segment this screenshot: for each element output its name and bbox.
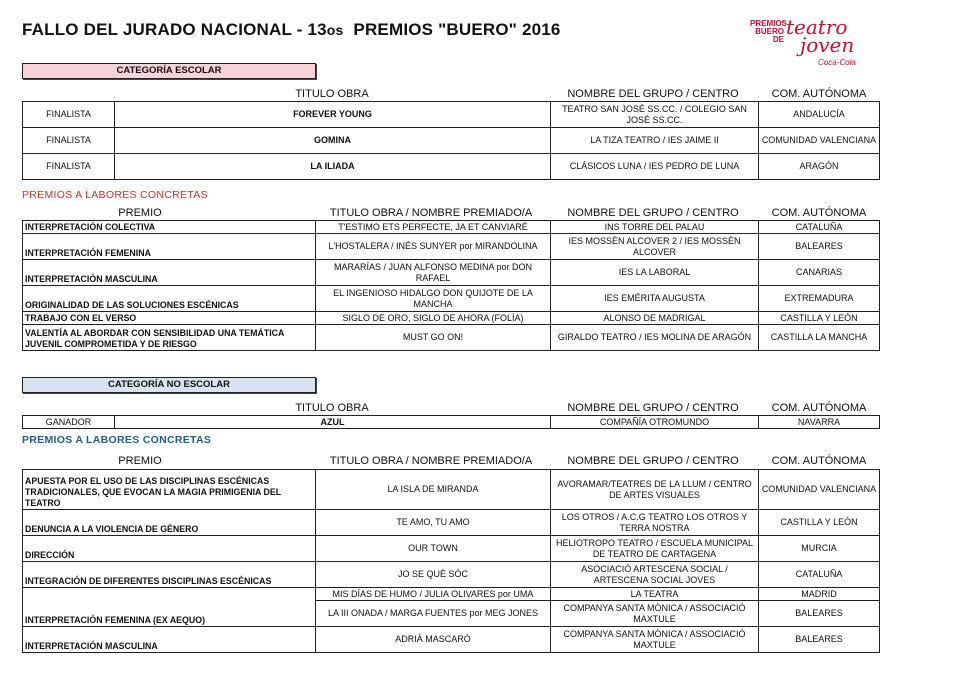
row-grupo: IES LA LABORAL <box>551 260 759 286</box>
row-obra: TE AMO, TU AMO <box>316 510 551 536</box>
table-row <box>23 312 880 325</box>
title-main: FALLO DEL JURADO NACIONAL - 13 <box>22 20 327 39</box>
escolar-header-grupo: NOMBRE DEL GRUPO / CENTRO <box>567 88 739 100</box>
row-com: ANDALUCÍA <box>759 102 880 128</box>
noescolar-header-obra: TITULO OBRA <box>295 402 369 414</box>
table-row <box>23 234 880 260</box>
row-grupo: AVORAMAR/TEATRES DE LA LLUM / CENTRO DE ARTES VISUALES <box>551 470 759 510</box>
row-com: BALEARES <box>759 601 880 627</box>
row-grupo: ALONSO DE MADRIGAL <box>551 312 759 325</box>
row-com: COMUNIDAD VALENCIANA <box>759 470 880 510</box>
row-obra: AZUL <box>115 416 551 429</box>
row-obra: SIGLO DE ORO, SIGLO DE AHORA (FOLÍA) <box>316 312 551 325</box>
row-type: FINALISTA <box>23 128 115 154</box>
row-obra: JO SE QUÈ SÓC <box>316 562 551 588</box>
table-row <box>23 260 880 286</box>
table-row <box>23 416 880 429</box>
row-com: CASTILLA Y LEÓN <box>759 510 880 536</box>
table-row <box>23 286 880 312</box>
row-premio: INTERPRETACIÓN COLECTIVA <box>23 221 316 234</box>
noescolar-labores-title: PREMIOS A LABORES CONCRETAS <box>22 434 212 446</box>
row-premio: DENUNCIA A LA VIOLENCIA DE GÉNERO <box>23 510 316 536</box>
row-obra: EL INGENIOSO HIDALGO DON QUIJOTE DE LA MANCHA <box>316 286 551 312</box>
row-com: CATALUÑA <box>759 562 880 588</box>
row-premio: TRABAJO CON EL VERSO <box>23 312 316 325</box>
row-obra: GOMINA <box>115 128 551 154</box>
row-premio: VALENTÍA AL ABORDAR CON SENSIBILIDAD UNA TEMÁTICA JUVENIL COMPROMETIDA Y DE RIESGO <box>23 325 316 351</box>
page-title <box>22 20 561 40</box>
category-escolar-label: CATEGORÍA ESCOLAR <box>22 63 316 79</box>
logo-line2 <box>786 15 855 57</box>
noescolar-header-com: COM. AUTÓNOMA <box>771 402 867 414</box>
noescolar-labores-header-grupo: NOMBRE DEL GRUPO / CENTRO <box>567 455 739 467</box>
row-premio: INTERPRETACIÓN MASCULINA <box>23 627 316 653</box>
escolar-header-obra: TITULO OBRA <box>295 88 369 100</box>
escolar-finalists-table <box>22 101 880 180</box>
row-grupo: LA TEATRA <box>551 588 759 601</box>
row-obra: FOREVER YOUNG <box>115 102 551 128</box>
row-grupo: GIRALDO TEATRO / IES MOLINA DE ARAGÓN <box>551 325 759 351</box>
row-grupo: COMPAÑÍA OTROMUNDO <box>551 416 759 429</box>
escolar-labores-title: PREMIOS A LABORES CONCRETAS <box>22 189 208 201</box>
title-rest: PREMIOS "BUERO" 2016 <box>353 20 561 39</box>
table-row <box>23 562 880 588</box>
title-ordinal: os <box>326 22 344 38</box>
table-row <box>23 221 880 234</box>
row-type: GANADOR <box>23 416 115 429</box>
escolar-labores-header-premio: PREMIO <box>118 207 162 219</box>
noescolar-winner-table <box>22 415 880 429</box>
row-com: CANARIAS <box>759 260 880 286</box>
category-noescolar-label: CATEGORÍA NO ESCOLAR <box>22 377 316 393</box>
row-com: COMUNIDAD VALENCIANA <box>759 128 880 154</box>
row-com: ARAGÓN <box>759 154 880 180</box>
row-com: CASTILLA Y LEÓN <box>759 312 880 325</box>
noescolar-labores-header-premio: PREMIO <box>118 455 162 467</box>
row-premio: DIRECCIÓN <box>23 536 316 562</box>
logo-joven: joven <box>800 33 855 57</box>
row-type: FINALISTA <box>23 102 115 128</box>
row-type: FINALISTA <box>23 154 115 180</box>
row-obra: ADRIÀ MASCARÓ <box>316 627 551 653</box>
table-row <box>23 102 880 128</box>
row-premio: ORIGINALIDAD DE LAS SOLUCIONES ESCÉNICAS <box>23 286 316 312</box>
row-premio: INTERPRETACIÓN FEMENINA (EX AEQUO) <box>23 588 316 627</box>
table-row <box>23 470 880 510</box>
logo-sponsor: Coca-Cola <box>818 58 856 67</box>
row-premio: APUESTA POR EL USO DE LAS DISCIPLINAS ESCÉNICAS TRADICIONALES, QUE EVOCAN LA MAGIA PRIMIGENIA DEL TEATRO <box>23 470 316 510</box>
row-grupo: LA TIZA TEATRO / IES JAIME II <box>551 128 759 154</box>
logo-teatro: teatro <box>786 15 848 39</box>
row-grupo: INS TORRE DEL PALAU <box>551 221 759 234</box>
row-com: CATALUÑA <box>759 221 880 234</box>
row-grupo: IES EMÉRITA AUGUSTA <box>551 286 759 312</box>
row-grupo: LOS OTROS / A.C.G TEATRO LOS OTROS Y TERRA NOSTRA <box>551 510 759 536</box>
row-grupo: COMPANYA SANTA MÒNICA / ASSOCIACIÓ MAXTULE <box>551 627 759 653</box>
premios-buero-logo <box>750 15 860 68</box>
noescolar-labores-table <box>22 469 880 653</box>
table-row <box>23 510 880 536</box>
row-grupo: CLÁSICOS LUNA / IES PEDRO DE LUNA <box>551 154 759 180</box>
row-com: CASTILLA LA MANCHA <box>759 325 880 351</box>
table-row <box>23 325 880 351</box>
noescolar-header-grupo: NOMBRE DEL GRUPO / CENTRO <box>567 402 739 414</box>
row-com: EXTREMADURA <box>759 286 880 312</box>
row-com: NAVARRA <box>759 416 880 429</box>
noescolar-labores-header-obra: TITULO OBRA / NOMBRE PREMIADO/A <box>329 455 533 467</box>
row-obra: LA ISLA DE MIRANDA <box>316 470 551 510</box>
noescolar-labores-header-com: COM. AUTÓNOMA <box>771 455 867 467</box>
escolar-labores-header-obra: TITULO OBRA / NOMBRE PREMIADO/A <box>329 207 533 219</box>
logo-line1: PREMIOS BUERO DE <box>750 19 787 44</box>
escolar-labores-table <box>22 220 880 351</box>
row-obra: LA III ONADA / MARGA FUENTES por MEG JONES <box>316 601 551 627</box>
table-row <box>23 588 880 601</box>
row-obra: MUST GO ON! <box>316 325 551 351</box>
table-row <box>23 627 880 653</box>
row-obra: MARARÍAS / JUAN ALFONSO MEDINA por DON RAFAEL <box>316 260 551 286</box>
row-com: MADRID <box>759 588 880 601</box>
row-premio: INTERPRETACIÓN FEMENINA <box>23 234 316 260</box>
row-grupo: TEATRO SAN JOSÉ SS.CC. / COLEGIO SAN JOSÉ SS.CC. <box>551 102 759 128</box>
row-com: BALEARES <box>759 234 880 260</box>
row-obra: T'ESTIMO ETS PERFECTE, JA ET CANVIARÉ <box>316 221 551 234</box>
row-obra: LA ILIADA <box>115 154 551 180</box>
escolar-labores-header-grupo: NOMBRE DEL GRUPO / CENTRO <box>567 207 739 219</box>
escolar-labores-header-com: COM. AUTÓNOMA <box>771 207 867 219</box>
row-premio: INTEGRACIÓN DE DIFERENTES DISCIPLINAS ESCÉNICAS <box>23 562 316 588</box>
row-grupo: ASOCIACIÓ ARTESCENA SOCIAL / ARTESCENA SOCIAL JOVES <box>551 562 759 588</box>
row-obra: L'HOSTALERA / INÉS SUNYER por MIRANDOLINA <box>316 234 551 260</box>
row-premio: INTERPRETACIÓN MASCULINA <box>23 260 316 286</box>
row-obra: OUR TOWN <box>316 536 551 562</box>
row-grupo: HELIOTROPO TEATRO / ESCUELA MUNICIPAL DE TEATRO DE CARTAGENA <box>551 536 759 562</box>
row-com: BALEARES <box>759 627 880 653</box>
row-grupo: IES MOSSÈN ALCOVER 2 / IES MOSSÈN ALCOVER <box>551 234 759 260</box>
table-row <box>23 154 880 180</box>
row-grupo: COMPANYA SANTA MÒNICA / ASSOCIACIÓ MAXTULE <box>551 601 759 627</box>
escolar-header-com: COM. AUTÓNOMA <box>771 88 867 100</box>
table-row <box>23 536 880 562</box>
table-row <box>23 128 880 154</box>
row-com: MURCIA <box>759 536 880 562</box>
row-obra: MIS DÍAS DE HUMO / JULIA OLIVARES por UMA <box>316 588 551 601</box>
